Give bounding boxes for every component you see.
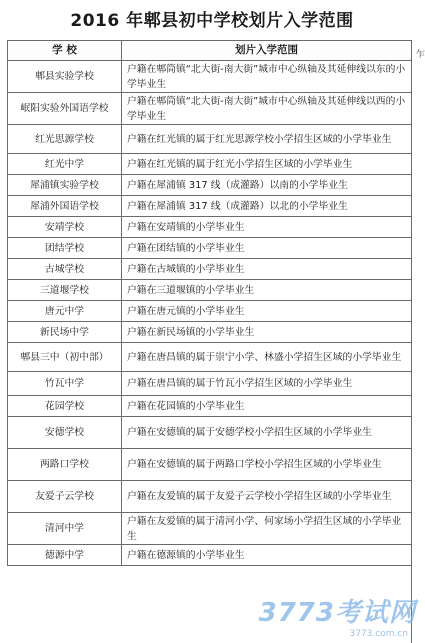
school-name-cell: 友爱子云学校 (8, 481, 122, 513)
enrollment-scope-cell: 户籍在花园镇的小学毕业生 (122, 396, 412, 417)
table-row (8, 175, 412, 196)
school-name-cell: 郫县实验学校 (8, 61, 122, 93)
enrollment-table (7, 40, 412, 566)
enrollment-scope-cell: 户籍在犀浦镇 317 线（成灌路）以北的小学毕业生 (122, 196, 412, 217)
school-name-cell: 德源中学 (8, 545, 122, 566)
table-row (8, 481, 412, 513)
school-name-cell: 竹瓦中学 (8, 372, 122, 396)
table-row (8, 154, 412, 175)
enrollment-scope-cell: 户籍在安德镇的属于两路口学校小学招生区域的小学毕业生 (122, 449, 412, 481)
school-name-cell: 红光中学 (8, 154, 122, 175)
school-name-cell: 三道堰学校 (8, 280, 122, 301)
table-row (8, 417, 412, 449)
enrollment-scope-cell: 户籍在古城镇的小学毕业生 (122, 259, 412, 280)
enrollment-scope-cell: 户籍在安德镇的属于安德学校小学招生区域的小学毕业生 (122, 417, 412, 449)
school-name-cell: 古城学校 (8, 259, 122, 280)
watermark-url: 3773.com.cn (349, 629, 408, 639)
table-row (8, 396, 412, 417)
enrollment-scope-cell: 户籍在三道堰镇的小学毕业生 (122, 280, 412, 301)
table-row (8, 449, 412, 481)
school-name-cell: 红光思源学校 (8, 125, 122, 154)
adjacent-column-glyph: 乍 (416, 50, 425, 60)
document-title: 2016 年郫县初中学校划片入学范围 (70, 11, 354, 31)
school-name-cell: 安德学校 (8, 417, 122, 449)
table-row (8, 545, 412, 566)
header-scope: 划片入学范围 (122, 41, 412, 61)
school-name-cell: 犀浦镇实验学校 (8, 175, 122, 196)
enrollment-scope-cell: 户籍在红光镇的属于红光小学招生区域的小学毕业生 (122, 154, 412, 175)
table-row (8, 301, 412, 322)
enrollment-scope-cell: 户籍在友爱镇的属于友爱子云学校小学招生区域的小学毕业生 (122, 481, 412, 513)
table-row (8, 343, 412, 372)
school-name-cell: 新民场中学 (8, 322, 122, 343)
enrollment-scope-cell: 户籍在郫筒镇“北大街-南大街”城市中心纵轴及其延伸线以西的小学毕业生 (122, 93, 412, 125)
enrollment-scope-cell: 户籍在红光镇的属于红光思源学校小学招生区域的小学毕业生 (122, 125, 412, 154)
school-name-cell: 清河中学 (8, 513, 122, 545)
enrollment-scope-cell: 户籍在团结镇的小学毕业生 (122, 238, 412, 259)
header-school: 学 校 (8, 41, 122, 61)
enrollment-scope-cell: 户籍在新民场镇的小学毕业生 (122, 322, 412, 343)
enrollment-scope-cell: 户籍在安靖镇的小学毕业生 (122, 217, 412, 238)
table-row (8, 217, 412, 238)
table-row (8, 280, 412, 301)
enrollment-scope-cell: 户籍在友爱镇的属于清河小学、何家场小学招生区域的小学毕业生 (122, 513, 412, 545)
watermark-logo: 3773考试网 (258, 598, 416, 628)
table-header-row (8, 41, 412, 61)
table-row (8, 259, 412, 280)
watermark (259, 592, 416, 639)
school-name-cell: 犀浦外国语学校 (8, 196, 122, 217)
school-name-cell: 两路口学校 (8, 449, 122, 481)
table-row (8, 372, 412, 396)
enrollment-scope-cell: 户籍在犀浦镇 317 线（成灌路）以南的小学毕业生 (122, 175, 412, 196)
school-name-cell: 团结学校 (8, 238, 122, 259)
table-row (8, 125, 412, 154)
table-row (8, 322, 412, 343)
enrollment-scope-cell: 户籍在郫筒镇“北大街-南大街”城市中心纵轴及其延伸线以东的小学毕业生 (122, 61, 412, 93)
enrollment-scope-cell: 户籍在唐昌镇的属于崇宁小学、林盛小学招生区域的小学毕业生 (122, 343, 412, 372)
table-row (8, 238, 412, 259)
table-row (8, 93, 412, 125)
table-row (8, 513, 412, 545)
table-row (8, 61, 412, 93)
enrollment-scope-cell: 户籍在德源镇的小学毕业生 (122, 545, 412, 566)
school-name-cell: 唐元中学 (8, 301, 122, 322)
adjacent-column-edge (411, 40, 425, 643)
enrollment-scope-cell: 户籍在唐元镇的小学毕业生 (122, 301, 412, 322)
school-name-cell: 花园学校 (8, 396, 122, 417)
enrollment-scope-cell: 户籍在唐昌镇的属于竹瓦小学招生区域的小学毕业生 (122, 372, 412, 396)
table-row (8, 196, 412, 217)
school-name-cell: 安靖学校 (8, 217, 122, 238)
school-name-cell: 郫县三中（初中部） (8, 343, 122, 372)
school-name-cell: 岷阳实验外国语学校 (8, 93, 122, 125)
